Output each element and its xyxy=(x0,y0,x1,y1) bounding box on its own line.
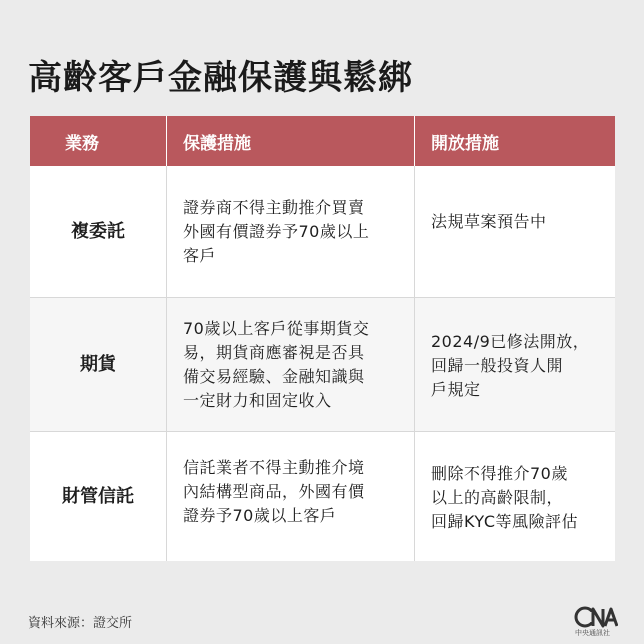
table-header-row xyxy=(30,116,615,166)
business-cell: 期貨 xyxy=(80,353,116,375)
table-row xyxy=(30,432,615,561)
protection-cell xyxy=(166,432,414,561)
table-row xyxy=(30,166,615,298)
header-business: 業務 xyxy=(65,133,99,154)
logo-caption: 中央通訊社 xyxy=(575,629,610,637)
opening-cell xyxy=(414,432,615,561)
header-protection: 保護措施 xyxy=(166,116,414,166)
page-title: 高齡客戶金融保護與鬆綁 xyxy=(28,58,413,98)
opening-cell xyxy=(414,166,615,297)
protection-text: 證券商不得主動推介買賣 外國有價證券予70歲以上 客戶 xyxy=(183,197,370,265)
opening-cell xyxy=(414,298,615,431)
opening-text: 法規草案預告中 xyxy=(431,212,547,231)
protection-text: 信託業者不得主動推介境 內結構型商品，外國有價 證券予70歲以上客戶 xyxy=(183,457,365,525)
protection-cell xyxy=(166,298,414,431)
protection-cell xyxy=(166,166,414,297)
opening-text: 2024/9已修法開放， 回歸一般投資人開 戶規定 xyxy=(431,332,590,399)
business-cell: 複委託 xyxy=(71,220,125,242)
table-row xyxy=(30,298,615,432)
business-cell: 財管信託 xyxy=(62,485,134,507)
source-note: 資料來源：證交所 xyxy=(28,616,133,631)
comparison-table xyxy=(30,116,615,561)
opening-text: 刪除不得推介70歲 以上的高齡限制， 回歸KYC等風險評估 xyxy=(431,464,578,531)
protection-text: 70歲以上客戶從事期貨交 易，期貨商應審視是否具 備交易經驗、金融知識與 一定財力和固定收入 xyxy=(183,318,370,410)
header-opening: 開放措施 xyxy=(414,116,615,166)
